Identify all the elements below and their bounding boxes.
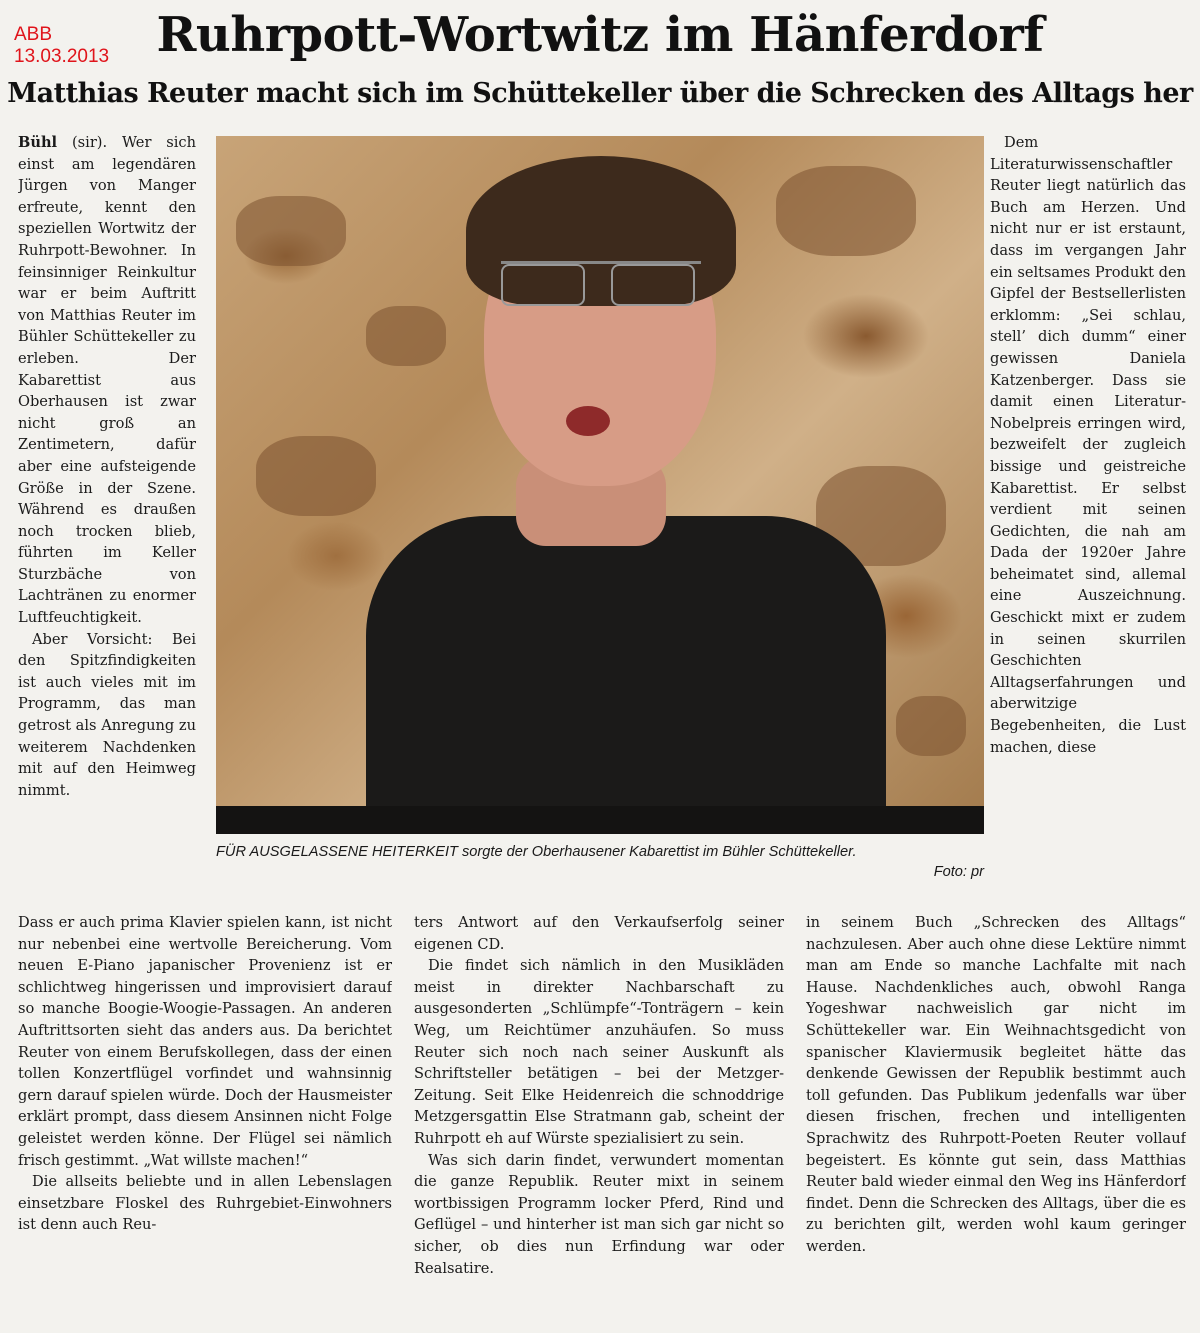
photo-credit: Foto: pr bbox=[933, 864, 984, 880]
byline: (sir). bbox=[71, 134, 108, 151]
article-column-3 bbox=[990, 132, 1186, 912]
article-photo bbox=[216, 136, 984, 834]
article-paragraph: in seinem Buch „Schrecken des Alltags“ nachzulesen. Aber auch ohne diese Lektüre nimmt man am Ende so manche Lachfalte mit nach Hause. Nachdenkliches auch, obwohl Ranga Yogeshwar nachweislich gar nicht im Schüttekeller war. Ein Weihnachtsgedicht von spanischer Klaviermusik begleitet hätte das denkende Gewissen der Republik bestimmt auch toll gefunden. Das Publikum jedenfalls war über diesen frischen, frechen und intelligenten Sprachwitz des Ruhrpott-Poeten Reuter vollauf begeistert. Es könnte gut sein, dass Matthias Reuter bald wieder einmal den Weg ins Hänferdorf findet. Denn die Schrecken des Alltags, über die es zu berichten gilt, werden wohl kaum geringer werden. bbox=[806, 914, 1186, 1255]
article-column-1 bbox=[18, 132, 196, 912]
article-paragraph: Dass er auch prima Klavier spielen kann, ist nicht nur nebenbei eine wertvolle Bereicherung. Vom neuen E-Piano japanischer Provenienz ist er schlichtweg hingerissen und improvisiert darauf so manche Boogie-Woogie-Passagen. An anderen Auftrittsorten sieht das anders aus. Da berichtet Reuter von einem Berufskollegen, dass der einen tollen Konzertflügel vorfindet und wahnsinnig gern darauf spielen würde. Doch der Hausmeister erklärt prompt, dass diesem Ansinnen nicht Folge geleistet werden könne. Der Flügel sei nämlich frisch gestimmt. „Wat willste machen!“ bbox=[18, 914, 392, 1169]
article-column-3-lower bbox=[806, 912, 1186, 1332]
article-column-1-lower bbox=[18, 912, 392, 1332]
caption-lead: FÜR AUSGELASSENE HEITERKEIT bbox=[216, 844, 458, 860]
article-paragraph: Was sich darin findet, verwundert momentan die ganze Republik. Reuter mixt in seinem wortbissigen Programm locker Pferd, Rind und Geflügel – und hinterher ist man sich gar nicht so sicher, ob dies nun Erfindung war oder Realsatire. bbox=[414, 1151, 784, 1277]
article-paragraph: Dem Literaturwissenschaftler Reuter liegt natürlich das Buch am Herzen. Und nicht nur er ist erstaunt, dass im vergangen Jahr ein seltsames Produkt den Gipfel der Bestsellerlisten erklomm: „Sei schlau, stell’ dich dumm“ einer gewissen Daniela Katzenberger. Dass sie damit einen Literatur-Nobelpreis erringen wird, bezweifelt der zugleich bissige und geistreiche Kabarettist. Er selbst verdient mit seinen Gedichten, die nah am Dada der 1920er Jahre beheimatet sind, allemal eine Auszeichnung. Geschickt mixt er zudem in seinen skurrilen Geschichten Alltagserfahrungen und aberwitzige Begebenheiten, die Lust machen, diese bbox=[990, 134, 1186, 756]
clip-date: 13.03.2013 bbox=[14, 46, 110, 67]
article-headline: Ruhrpott-Wortwitz im Hänferdorf bbox=[156, 7, 1044, 63]
article-subheadline: Matthias Reuter macht sich im Schüttekeller über die Schrecken des Alltags her bbox=[7, 78, 1193, 109]
article-paragraph: Die findet sich nämlich in den Musikläden meist in direkter Nachbarschaft zu ausgesonderten „Schlümpfe“-Tonträgern – kein Weg, um Reichtümer anzuhäufen. So muss Reuter sich noch nach seiner Auskunft als Schriftsteller betätigen – bei der Metzger-Zeitung. Seit Elke Heidenreich die schnoddrige Metzgersgattin Else Stratmann gab, scheint der Ruhrpott eh auf Würste spezialisiert zu sein. bbox=[414, 957, 784, 1147]
dateline: Bühl bbox=[18, 134, 58, 151]
photo-caption bbox=[216, 842, 984, 890]
clip-source: ABB bbox=[14, 24, 53, 45]
caption-text: sorgte der Oberhausener Kabarettist im Bühler Schüttekeller. bbox=[462, 844, 857, 860]
article-paragraph: Die allseits beliebte und in allen Lebenslagen einsetzbare Floskel des Ruhrgebiet-Einwohners ist denn auch Reu- bbox=[18, 1173, 392, 1234]
article-column-2 bbox=[414, 912, 784, 1332]
article-paragraph: Aber Vorsicht: Bei den Spitzfindigkeiten ist auch vieles mit im Programm, das man getrost als Anregung zu weiterem Nachdenken mit auf den Heimweg nimmt. bbox=[18, 630, 196, 799]
article-paragraph: ters Antwort auf den Verkaufserfolg seiner eigenen CD. bbox=[414, 914, 784, 953]
article-paragraph bbox=[18, 132, 196, 629]
paragraph-text: Wer sich einst am legendären Jürgen von Manger erfreute, kennt den speziellen Wortwitz der Ruhrpott-Bewohner. In feinsinniger Reinkultur war er beim Auftritt von Matthias Reuter im Bühler Schüttekeller zu erleben. Der Kabarettist aus Oberhausen ist zwar nicht groß an Zentimetern, dafür aber eine aufsteigende Größe in der Szene. Während es draußen noch trocken blieb, führten im Keller Sturzbäche von Lachtränen zu enormer Luftfeuchtigkeit. bbox=[18, 134, 196, 627]
